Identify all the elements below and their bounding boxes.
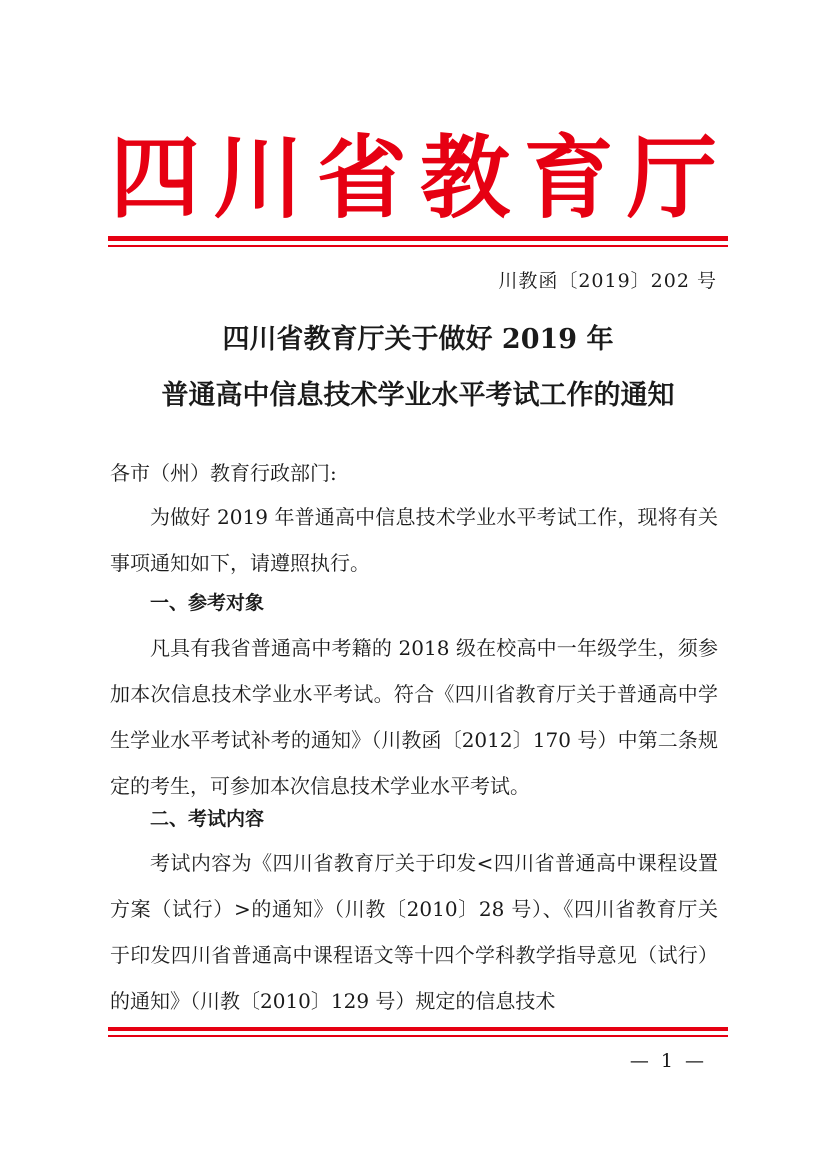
footer-divider-thick bbox=[108, 1027, 728, 1031]
section-heading-content: 二、考试内容 bbox=[150, 808, 265, 830]
salutation: 各市（州）教育行政部门: bbox=[110, 461, 337, 485]
participants-paragraph: 凡具有我省普通高中考籍的 2018 级在校高中一年级学生，须参加本次信息技术学业水平考试。符合《四川省教育厅关于普通高中学生学业水平考试补考的通知》（川教函〔2012〕170 号）中第二条规定的考生，可参加本次信息技术学业水平考试。 bbox=[110, 636, 718, 798]
masthead-char: 川 bbox=[213, 125, 304, 231]
section-heading-participants: 一、参考对象 bbox=[150, 592, 265, 614]
document-title-line-1: 四川省教育厅关于做好 2019 年 bbox=[222, 324, 614, 355]
masthead-char: 厅 bbox=[626, 125, 717, 231]
masthead-char: 育 bbox=[523, 125, 614, 231]
masthead-char: 四 bbox=[110, 125, 200, 231]
document-title-line-2: 普通高中信息技术学业水平考试工作的通知 bbox=[161, 380, 675, 411]
header-divider-thin bbox=[108, 245, 728, 247]
footer-divider-thin bbox=[108, 1035, 728, 1037]
intro-paragraph: 为做好 2019 年普通高中信息技术学业水平考试工作，现将有关事项通知如下，请遵照执行。 bbox=[110, 505, 718, 575]
masthead-char: 教 bbox=[420, 125, 511, 231]
header-divider-thick bbox=[108, 236, 728, 241]
content-paragraph: 考试内容为《四川省教育厅关于印发<四川省普通高中课程设置方案（试行）>的通知》（川教〔2010〕28 号）、《四川省教育厅关于印发四川省普通高中课程语文等十四个学科教学指导意见（试行）的通知》（川教〔2010〕129 号）规定的信息技术 bbox=[110, 851, 718, 1013]
agency-masthead bbox=[110, 125, 717, 231]
page-number: — 1 — bbox=[629, 1050, 707, 1072]
masthead-char: 省 bbox=[316, 125, 407, 231]
document-number: 川教函〔2019〕202 号 bbox=[498, 270, 717, 292]
